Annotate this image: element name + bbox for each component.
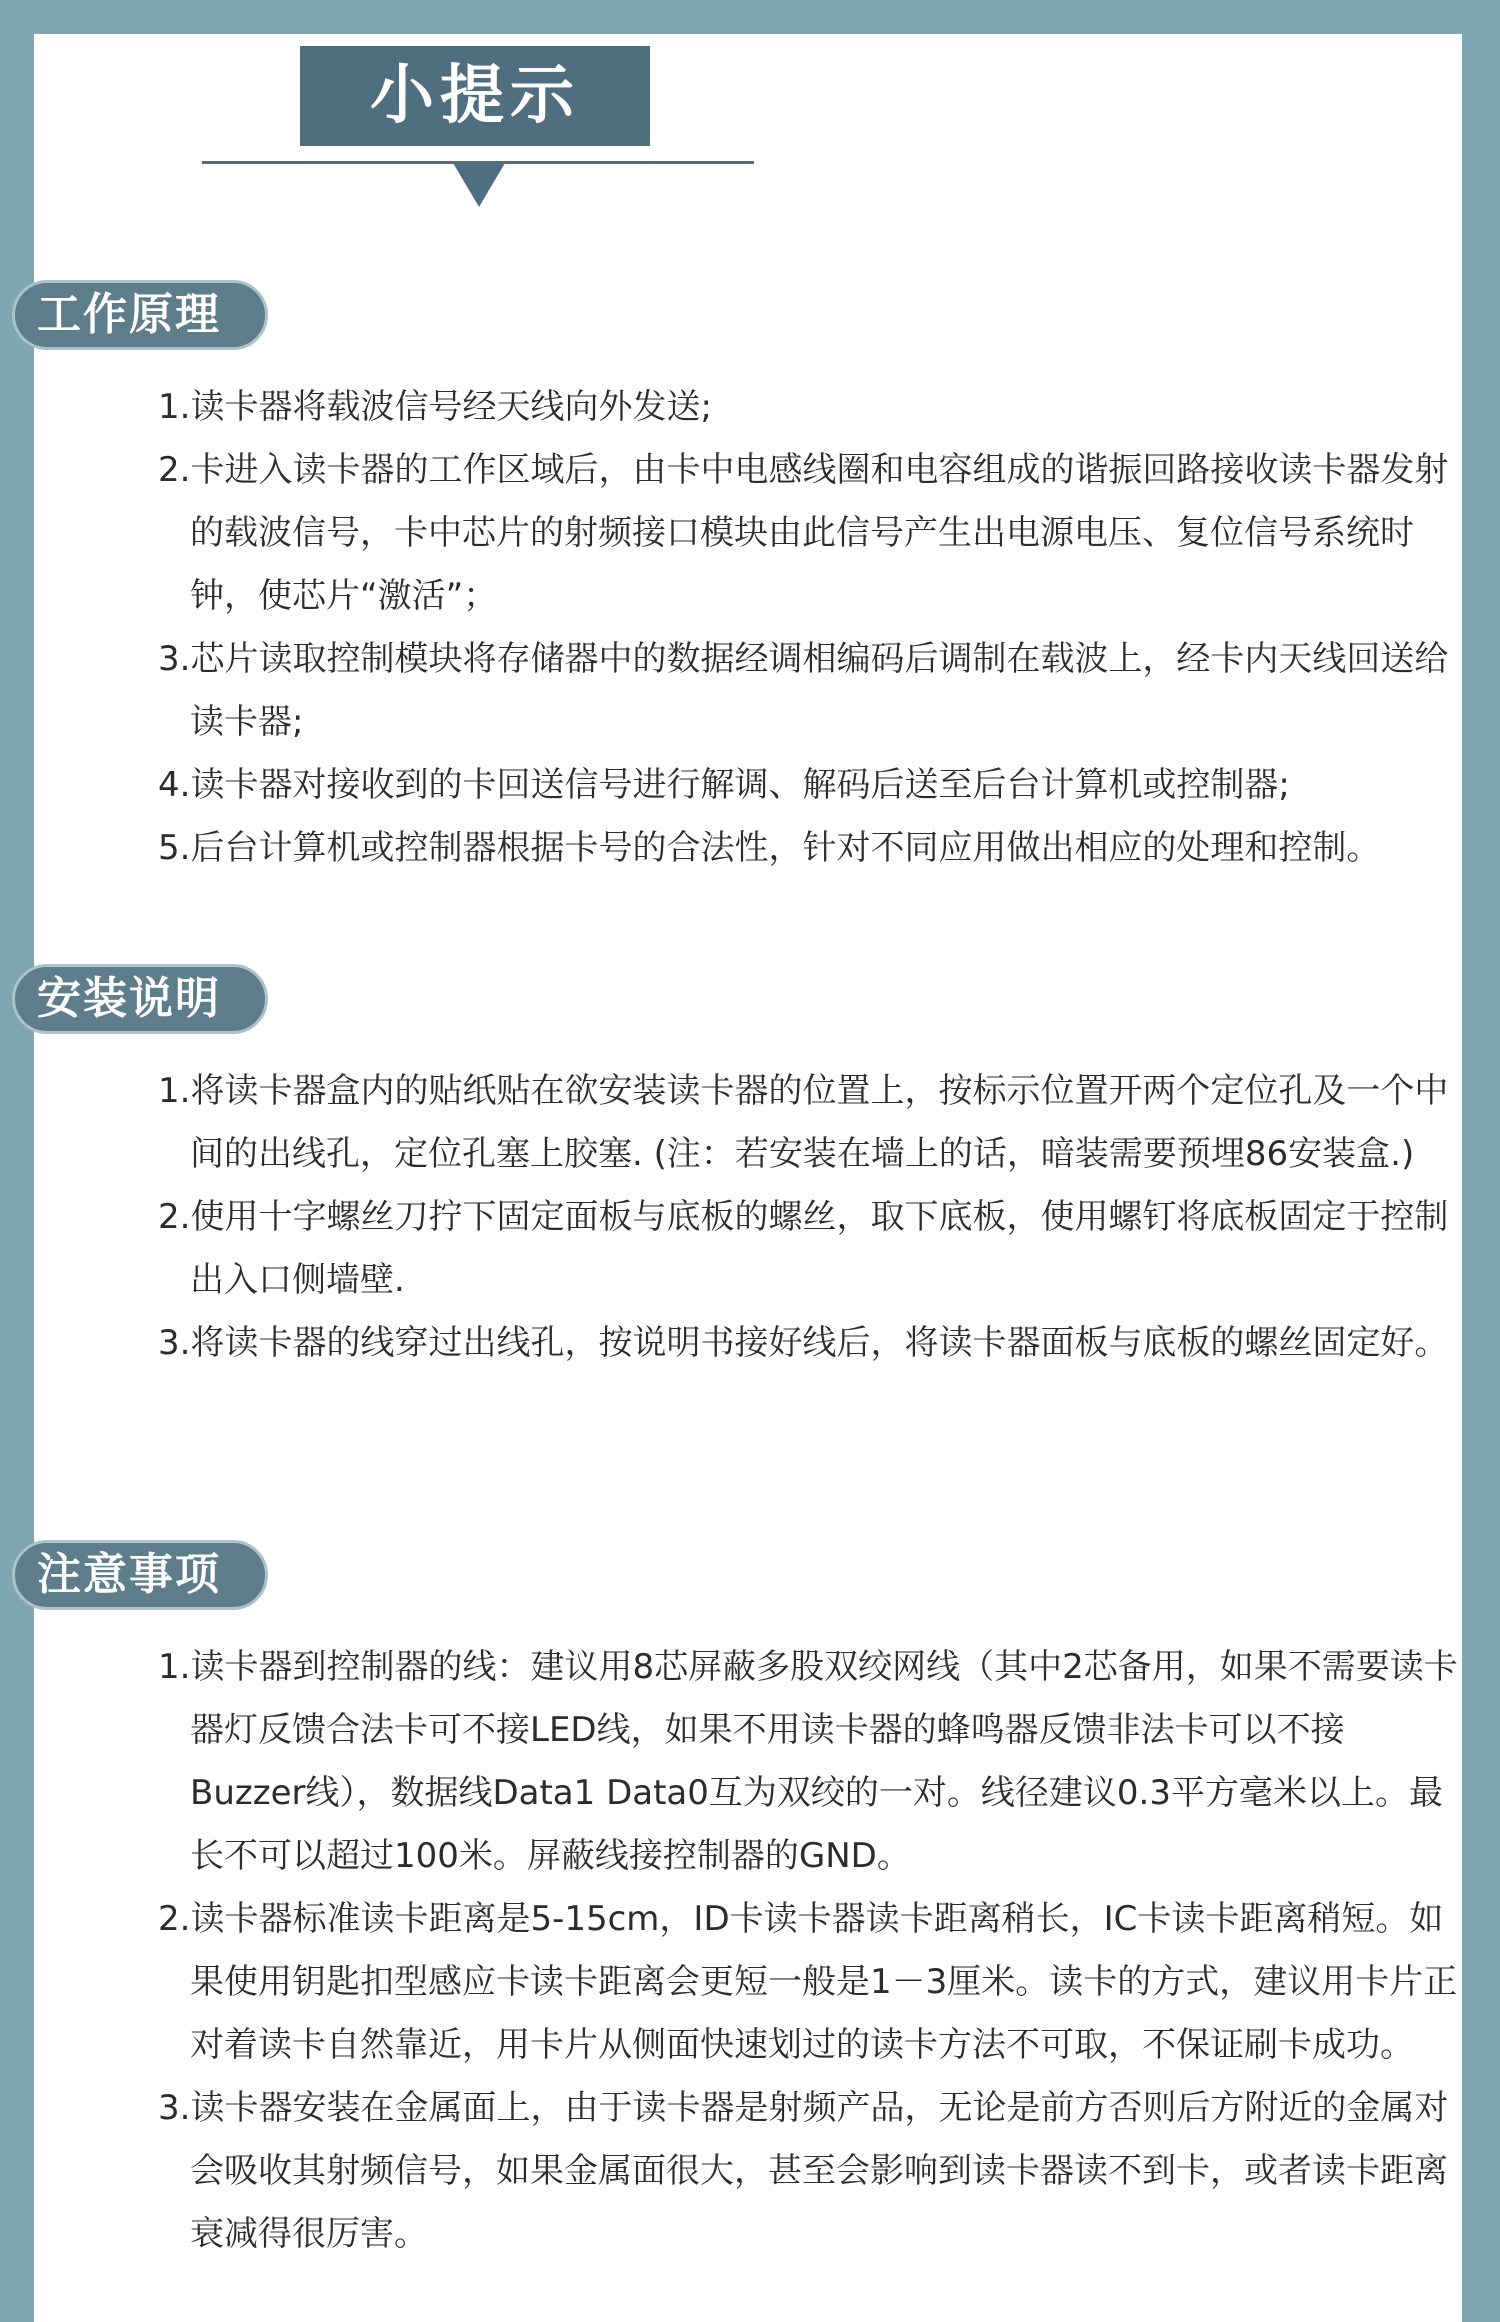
title-arrow-icon xyxy=(453,163,505,207)
precautions-list xyxy=(158,1636,1458,2266)
installation-list xyxy=(158,1060,1458,1375)
list-item: 5.后台计算机或控制器根据卡号的合法性，针对不同应用做出相应的处理和控制。 xyxy=(158,828,1381,868)
section-heading-working-principle: 工作原理 xyxy=(12,280,268,350)
list-item: 4.读卡器对接收到的卡回送信号进行解调、解码后送至后台计算机或控制器; xyxy=(158,765,1290,805)
list-item: 1.将读卡器盒内的贴纸贴在欲安装读卡器的位置上，按标示位置开两个定位孔及一个中间的出线孔，定位孔塞上胶塞. (注：若安装在墙上的话，暗装需要预埋86安装盒.) xyxy=(158,1071,1449,1174)
section-heading-installation: 安装说明 xyxy=(12,964,268,1034)
list-item: 3.将读卡器的线穿过出线孔，按说明书接好线后，将读卡器面板与底板的螺丝固定好。 xyxy=(158,1323,1449,1363)
list-item: 2.使用十字螺丝刀拧下固定面板与底板的螺丝，取下底板，使用螺钉将底板固定于控制出入口侧墙壁. xyxy=(158,1197,1449,1300)
list-item: 3.读卡器安装在金属面上，由于读卡器是射频产品，无论是前方否则后方附近的金属对会吸收其射频信号，如果金属面很大，甚至会影响到读卡器读不到卡，或者读卡距离衰减得很厉害。 xyxy=(158,2088,1449,2254)
list-item: 2.卡进入读卡器的工作区域后，由卡中电感线圈和电容组成的谐振回路接收读卡器发射的载波信号，卡中芯片的射频接口模块由此信号产生出电源电压、复位信号系统时钟，使芯片“激活”； xyxy=(158,450,1449,616)
working-principle-list xyxy=(158,376,1458,880)
list-item: 2.读卡器标准读卡距离是5-15cm，ID卡读卡器读卡距离稍长，IC卡读卡距离稍短。如果使用钥匙扣型感应卡读卡距离会更短一般是1－3厘米。读卡的方式，建议用卡片正对着读卡自然靠近，用卡片从侧面快速划过的读卡方法不可取，不保证刷卡成功。 xyxy=(158,1899,1458,2065)
list-item: 1.读卡器将载波信号经天线向外发送; xyxy=(158,387,712,427)
page-title: 小提示 xyxy=(300,46,650,146)
list-item: 1.读卡器到控制器的线：建议用8芯屏蔽多股双绞网线（其中2芯备用，如果不需要读卡器灯反馈合法卡可不接LED线，如果不用读卡器的蜂鸣器反馈非法卡可以不接Buzzer线），数据线Data1 Data0互为双绞的一对。线径建议0.3平方毫米以上。最长不可以超过100米。屏蔽线接控制器的GND。 xyxy=(158,1647,1458,1876)
section-heading-precautions: 注意事项 xyxy=(12,1540,268,1610)
list-item: 3.芯片读取控制模块将存储器中的数据经调相编码后调制在载波上，经卡内天线回送给读卡器; xyxy=(158,639,1449,742)
